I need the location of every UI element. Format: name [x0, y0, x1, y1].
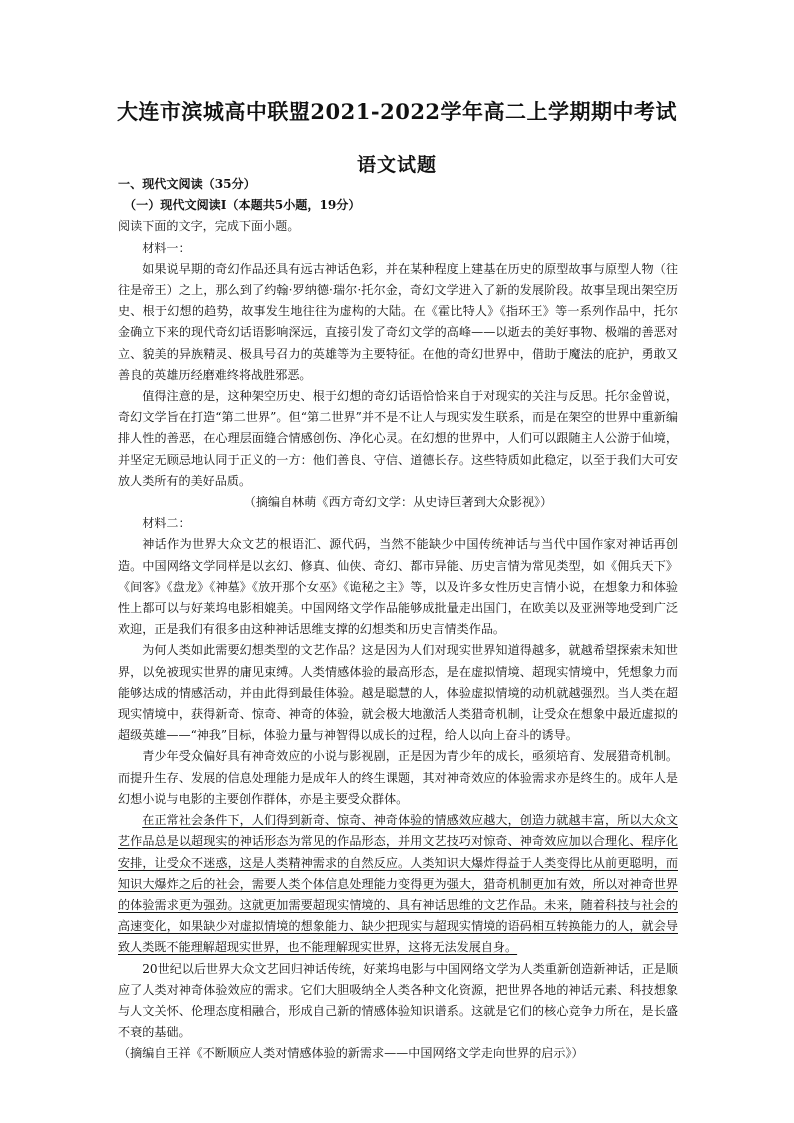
material-two-paragraph-3: 青少年受众偏好具有神奇效应的小说与影视剧，正是因为青少年的成长，亟须培育、发展猎奇机制。而提升生存、发展的信息处理能力是成年人的终生课题，其对神奇效应的体验需求亦是终生的。成年人是幻想小说与电影的主要创作群体，亦是主要受众群体。: [118, 749, 678, 806]
exam-subtitle: 语文试题: [356, 154, 437, 176]
exam-title: 大连市滨城高中联盟2021-2022学年高二上学期期中考试: [116, 99, 678, 124]
instruction-text: 阅读下面的文字，完成下面小题。: [118, 219, 300, 234]
material-two-paragraph-1: 神话作为世界大众文艺的根语汇、源代码，当然不能缺少中国传统神话与当代中国作家对神话再创造。中国网络文学同样是以玄幻、修真、仙侠、奇幻、都市异能、历史言情为常见类型，如《佣兵天下》《间客》《盘龙》《神墓》《放开那个女巫》《诡秘之主》等，以及许多女性历史言情小说，在想象力和体验性上都可以与好莱坞电影相媲美。中国网络文学作品能够成批量走出国门，在欧美以及亚洲等地受到广泛欢迎，正是我们有很多由这种神话思维支撑的幻想类和历史言情类作品。: [118, 537, 678, 637]
material-one-source: （摘编自林萌《西方奇幻文学：从史诗巨著到大众影视》）: [243, 495, 553, 510]
material-two-paragraph-4-underlined: 在正常社会条件下，人们得到新奇、惊奇、神奇体验的情感效应越大，创造力就越丰富，所以大众文艺作品总是以超现实的神话形态为常见的作品形态，并用文艺技巧对惊奇、神奇效应加以合理化、程序化安排，让受众不迷惑，这是人类精神需求的自然反应。人类知识大爆炸得益于人类变得比从前更聪明，而知识大爆炸之后的社会，需要人类个体信息处理能力变得更为强大，猎奇机制更加有效，所以对神奇世界的体验需求更为强劲。这就更加需要超现实情境的、具有神话思维的文艺作品。未来，随着科技与社会的高速变化，如果缺少对虚拟情境的想象能力、缺少把现实与超现实情境的语码相互转换能力的人，就会导致人类既不能理解超现实世界，也不能理解现实世界，这将无法发展自身。: [118, 813, 678, 955]
section-heading: 一、现代文阅读（35分）: [118, 177, 256, 191]
exam-content: [118, 174, 678, 1065]
material-one-paragraph-2: 值得注意的是，这种架空历史、根于幻想的奇幻话语恰恰来自于对现实的关注与反思。托尔金曾说，奇幻文学旨在打造“第二世界”。但“第二世界”并不是不让人与现实发生联系，而是在架空的世界中重新编排人性的善恶，在心理层面缝合情感创伤、净化心灵。在幻想的世界中，人们可以跟随主人公游于仙境，并坚定无顾忌地认同于正义的一方：他们善良、守信、道德长存。这些特质如此稳定，以至于我们大可安放人类所有的美好品质。: [118, 389, 678, 488]
material-two-paragraph-5: 20世纪以后世界大众文艺回归神话传统，好莱坞电影与中国网络文学为人类重新创造新神话，正是顺应了人类对神奇体验效应的需求。它们大胆吸纳全人类各种文化资源，把世界各地的神话元素、科技想象与人文关怀、伦理态度相融合，形成自己新的情感体验知识谱系。这就是它们的核心竞争力所在，是长盛不衰的基础。: [118, 961, 678, 1040]
material-two-label: 材料二：: [142, 516, 191, 531]
material-one-paragraph-1: 如果说早期的奇幻作品还具有远古神话色彩，并在某种程度上建基在历史的原型故事与原型人物（往往是帝王）之上，那么到了约翰·罗纳德·瑞尔·托尔金，奇幻文学进入了新的发展阶段。故事呈现出架空历史、根于幻想的趋势，故事发生地往往为虚构的大陆。在《霍比特人》《指环王》等一系列作品中，托尔金确立下来的现代奇幻话语影响深远，直接引发了奇幻文学的高峰——以逝去的美好事物、极端的善恶对立、貌美的异族精灵、极具号召力的英雄等为主要特征。在他的奇幻世界中，借助于魔法的庇护，勇敢又善良的英雄历经磨难终将战胜邪恶。: [118, 261, 678, 382]
material-one-label: 材料一：: [142, 240, 191, 255]
material-two-paragraph-2: 为何人类如此需要幻想类型的文艺作品？这是因为人们对现实世界知道得越多，就越希望探索未知世界，以免被现实世界的庸见束缚。人类情感体验的最高形态，是在虚拟情境、超现实情境中，凭想象力而能够达成的情感活动，并由此得到最佳体验。越是聪慧的人，体验虚拟情境的动机就越强烈。当人类在超现实情境中，获得新奇、惊奇、神奇的体验，就会极大地激活人类猎奇机制，让受众在想象中最近虚拟的超级英雄——“神我”目标，体验力量与神智得以成长的过程，给人以向上奋斗的诱导。: [118, 643, 678, 743]
subsection-heading: （一）现代文阅读Ⅰ（本题共5小题，19分）: [124, 198, 361, 213]
material-two-source: （摘编自王祥《不断顺应人类对情感体验的新需求——中国网络文学走向世界的启示》）: [118, 1046, 584, 1061]
